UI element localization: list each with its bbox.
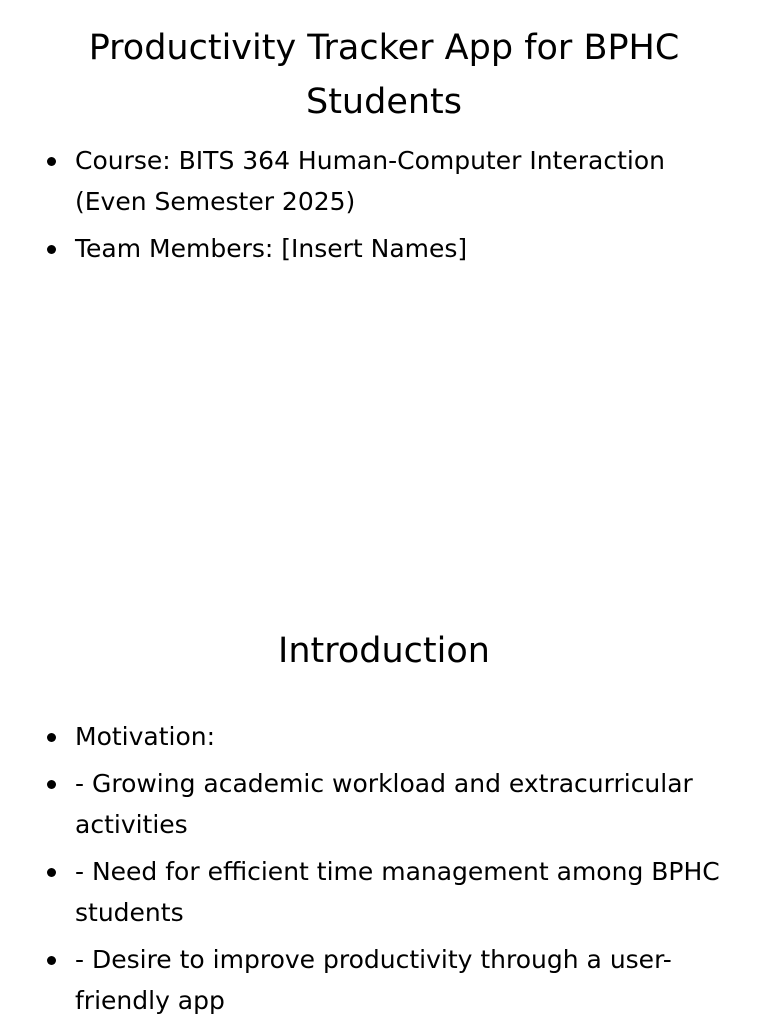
bullet-item [47,140,727,222]
bullet-item [47,716,727,757]
bullet-text: Course: BITS 364 Human-Computer Interaction (Even Semester 2025) [75,146,665,216]
slide-title: Productivity Tracker App for BPHC Students [88,28,680,122]
slide-title: Introduction [278,631,490,671]
bullet-dot-icon [47,245,56,254]
bullet-text: - Desire to improve productivity through a user-friendly app [75,945,672,1015]
bullet-item [47,939,727,1021]
bullet-text: Team Members: [Insert Names] [75,234,468,263]
bullet-text: - Growing academic workload and extracurricular activities [75,769,693,839]
bullet-list [47,716,727,1024]
bullet-item [47,228,727,269]
bullet-text: - Need for efficient time management among BPHC students [75,857,720,927]
bullet-text: Motivation: [75,722,216,751]
bullet-item [47,763,727,845]
bullet-dot-icon [47,868,56,877]
bullet-dot-icon [47,157,56,166]
bullet-item [47,851,727,933]
bullet-dot-icon [47,733,56,742]
bullet-dot-icon [47,956,56,965]
bullet-dot-icon [47,780,56,789]
introduction-slide [0,512,768,1024]
bullet-list [47,140,727,275]
